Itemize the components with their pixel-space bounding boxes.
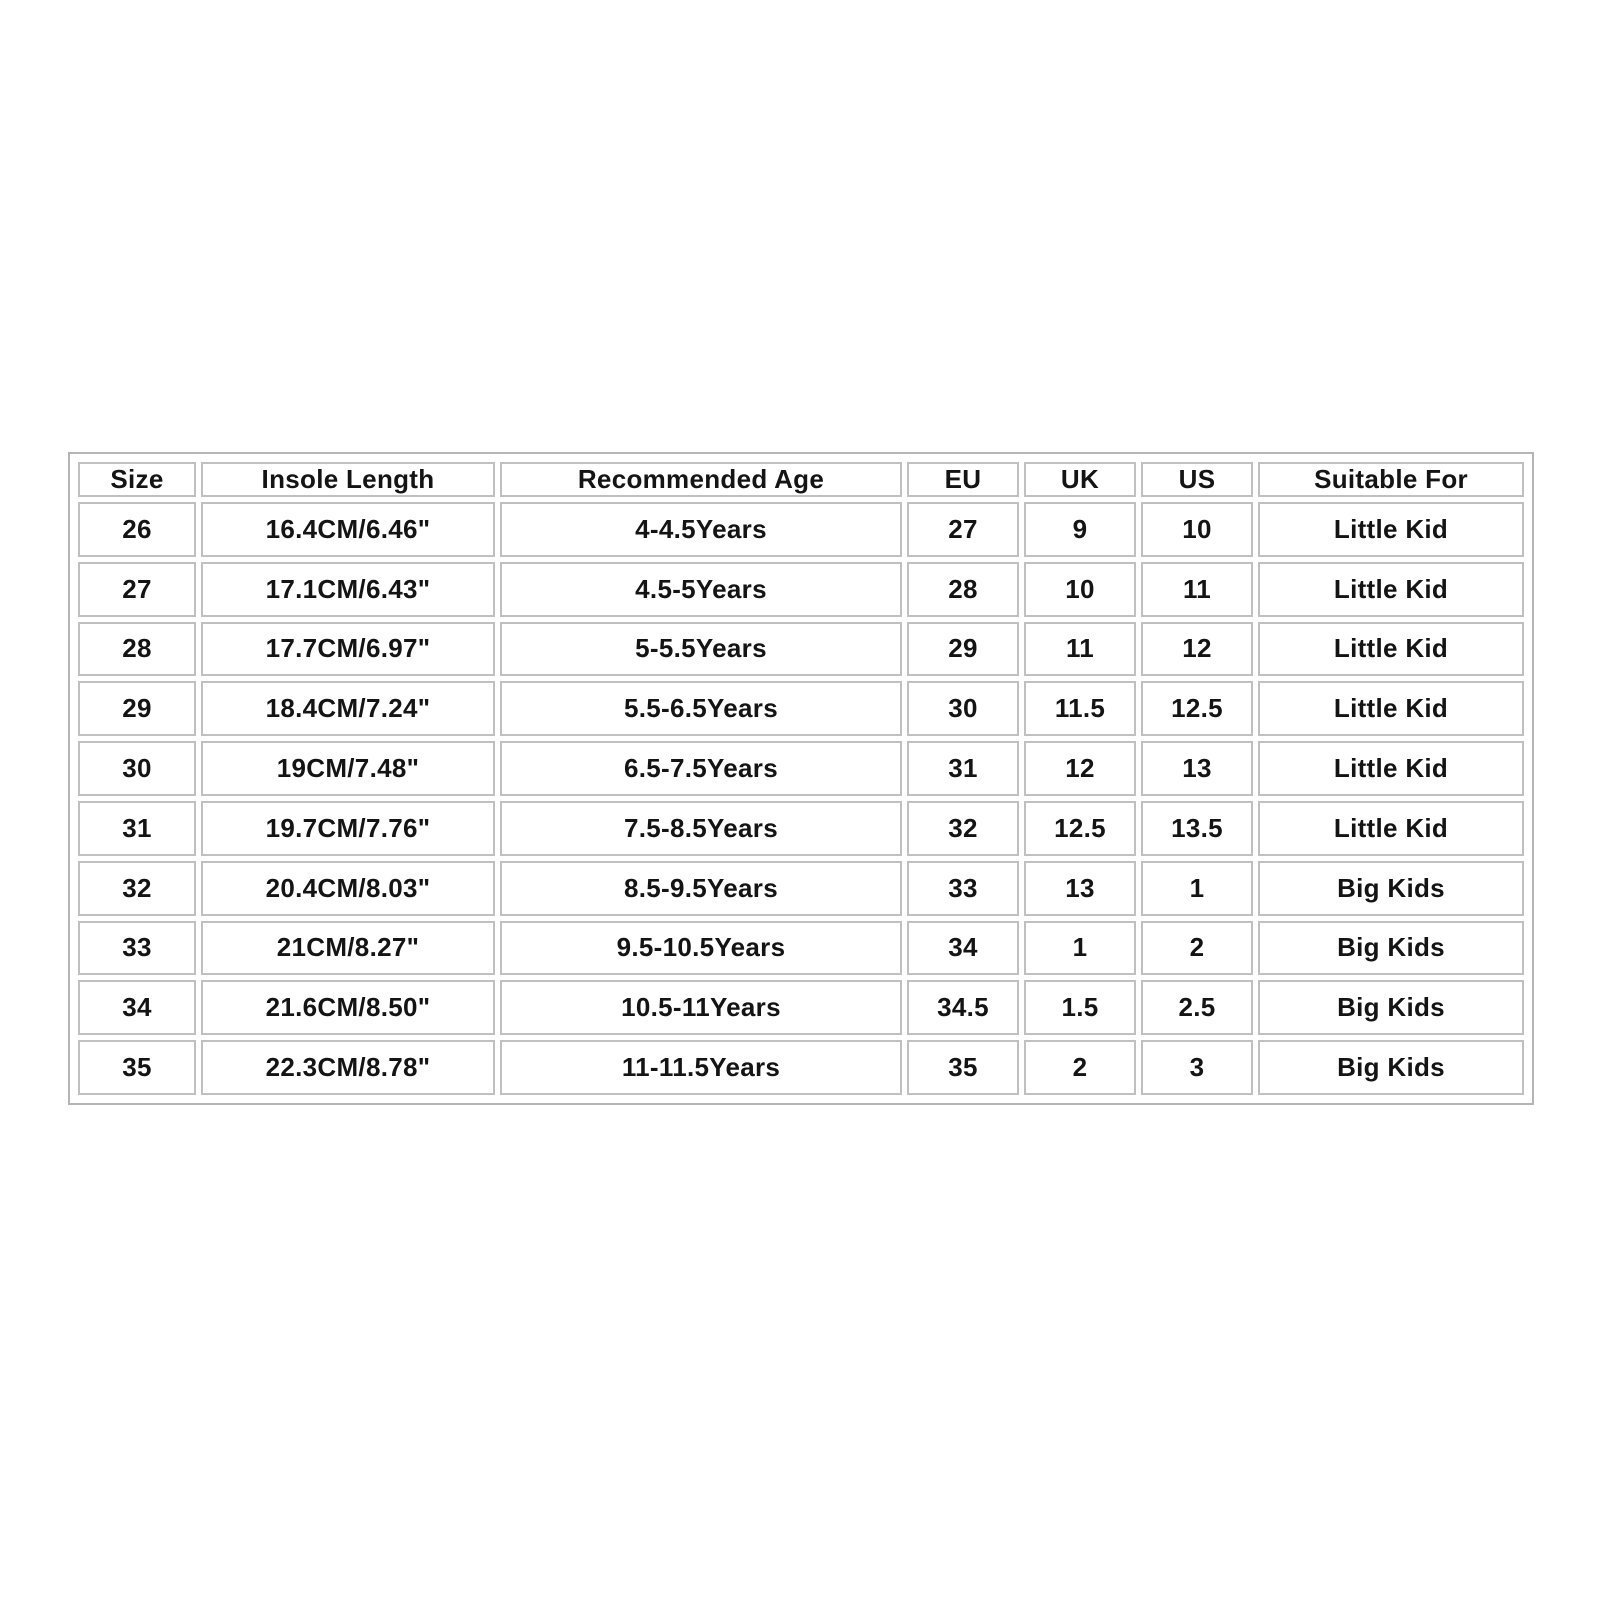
cell-uk: 13	[1024, 861, 1136, 916]
table-row	[78, 622, 1524, 677]
cell-eu: 33	[907, 861, 1019, 916]
cell-size: 35	[78, 1040, 196, 1095]
cell-insole-length: 20.4CM/8.03"	[201, 861, 495, 916]
table-row	[78, 921, 1524, 976]
cell-recommended-age: 9.5-10.5Years	[500, 921, 902, 976]
table-row	[78, 861, 1524, 916]
cell-suitable-for: Little Kid	[1258, 502, 1524, 557]
cell-us: 2	[1141, 921, 1253, 976]
cell-size: 33	[78, 921, 196, 976]
cell-suitable-for: Little Kid	[1258, 741, 1524, 796]
cell-suitable-for: Big Kids	[1258, 861, 1524, 916]
header-us: US	[1141, 462, 1253, 497]
table-row	[78, 681, 1524, 736]
size-chart-table	[73, 457, 1529, 1100]
cell-uk: 9	[1024, 502, 1136, 557]
cell-uk: 11	[1024, 622, 1136, 677]
cell-insole-length: 16.4CM/6.46"	[201, 502, 495, 557]
cell-suitable-for: Big Kids	[1258, 921, 1524, 976]
cell-size: 30	[78, 741, 196, 796]
cell-size: 26	[78, 502, 196, 557]
cell-eu: 28	[907, 562, 1019, 617]
cell-suitable-for: Big Kids	[1258, 1040, 1524, 1095]
cell-eu: 27	[907, 502, 1019, 557]
cell-eu: 31	[907, 741, 1019, 796]
cell-recommended-age: 7.5-8.5Years	[500, 801, 902, 856]
cell-us: 13.5	[1141, 801, 1253, 856]
cell-us: 12	[1141, 622, 1253, 677]
cell-suitable-for: Little Kid	[1258, 801, 1524, 856]
cell-suitable-for: Little Kid	[1258, 622, 1524, 677]
cell-recommended-age: 11-11.5Years	[500, 1040, 902, 1095]
table-row	[78, 562, 1524, 617]
cell-recommended-age: 4.5-5Years	[500, 562, 902, 617]
cell-insole-length: 21.6CM/8.50"	[201, 980, 495, 1035]
cell-size: 31	[78, 801, 196, 856]
cell-eu: 35	[907, 1040, 1019, 1095]
header-uk: UK	[1024, 462, 1136, 497]
cell-us: 1	[1141, 861, 1253, 916]
cell-size: 34	[78, 980, 196, 1035]
cell-uk: 1	[1024, 921, 1136, 976]
cell-eu: 34	[907, 921, 1019, 976]
header-size: Size	[78, 462, 196, 497]
cell-us: 10	[1141, 502, 1253, 557]
cell-us: 3	[1141, 1040, 1253, 1095]
cell-recommended-age: 4-4.5Years	[500, 502, 902, 557]
cell-insole-length: 17.1CM/6.43"	[201, 562, 495, 617]
cell-size: 28	[78, 622, 196, 677]
cell-uk: 12	[1024, 741, 1136, 796]
cell-size: 27	[78, 562, 196, 617]
header-suitable-for: Suitable For	[1258, 462, 1524, 497]
cell-recommended-age: 5.5-6.5Years	[500, 681, 902, 736]
cell-eu: 32	[907, 801, 1019, 856]
cell-recommended-age: 8.5-9.5Years	[500, 861, 902, 916]
cell-recommended-age: 10.5-11Years	[500, 980, 902, 1035]
cell-us: 12.5	[1141, 681, 1253, 736]
header-recommended-age: Recommended Age	[500, 462, 902, 497]
cell-suitable-for: Big Kids	[1258, 980, 1524, 1035]
cell-us: 2.5	[1141, 980, 1253, 1035]
size-chart-frame	[68, 452, 1534, 1105]
cell-insole-length: 21CM/8.27"	[201, 921, 495, 976]
cell-eu: 34.5	[907, 980, 1019, 1035]
cell-uk: 12.5	[1024, 801, 1136, 856]
cell-suitable-for: Little Kid	[1258, 681, 1524, 736]
cell-size: 29	[78, 681, 196, 736]
cell-eu: 29	[907, 622, 1019, 677]
cell-recommended-age: 5-5.5Years	[500, 622, 902, 677]
cell-us: 13	[1141, 741, 1253, 796]
cell-uk: 11.5	[1024, 681, 1136, 736]
cell-insole-length: 22.3CM/8.78"	[201, 1040, 495, 1095]
header-eu: EU	[907, 462, 1019, 497]
cell-uk: 2	[1024, 1040, 1136, 1095]
cell-insole-length: 19CM/7.48"	[201, 741, 495, 796]
cell-suitable-for: Little Kid	[1258, 562, 1524, 617]
cell-insole-length: 17.7CM/6.97"	[201, 622, 495, 677]
cell-uk: 10	[1024, 562, 1136, 617]
cell-insole-length: 18.4CM/7.24"	[201, 681, 495, 736]
table-row	[78, 980, 1524, 1035]
table-row	[78, 1040, 1524, 1095]
table-row	[78, 741, 1524, 796]
cell-insole-length: 19.7CM/7.76"	[201, 801, 495, 856]
header-insole-length: Insole Length	[201, 462, 495, 497]
cell-recommended-age: 6.5-7.5Years	[500, 741, 902, 796]
table-row	[78, 502, 1524, 557]
cell-us: 11	[1141, 562, 1253, 617]
cell-eu: 30	[907, 681, 1019, 736]
cell-uk: 1.5	[1024, 980, 1136, 1035]
cell-size: 32	[78, 861, 196, 916]
table-row	[78, 801, 1524, 856]
header-row	[78, 462, 1524, 497]
